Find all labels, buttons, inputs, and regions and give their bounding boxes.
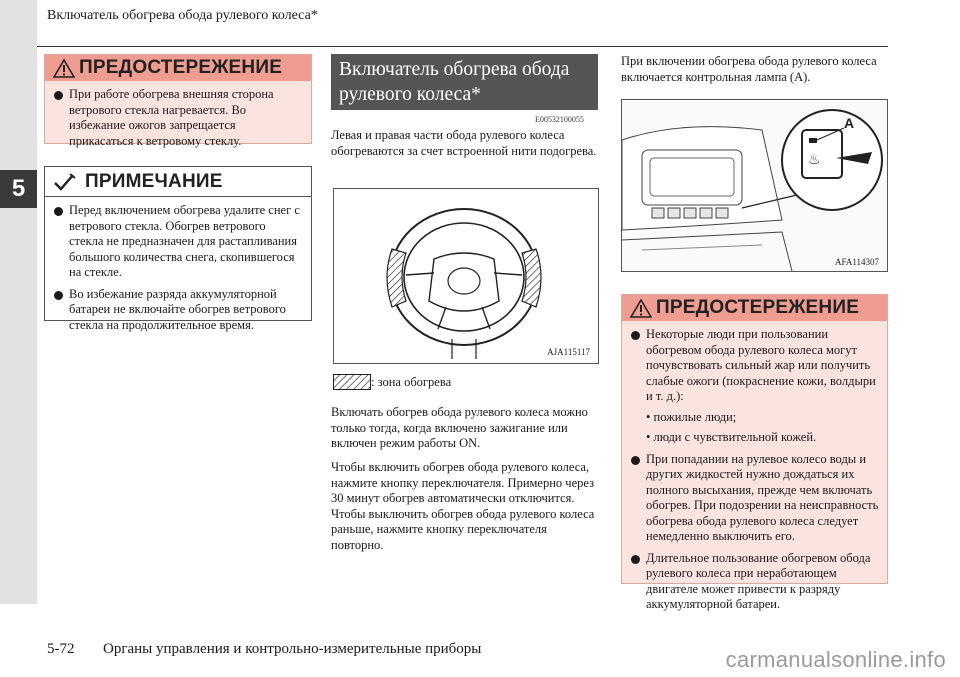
hatch-legend-swatch [333, 374, 371, 390]
steering-wheel-illustration [334, 189, 598, 363]
bullet-icon [631, 456, 640, 465]
pencil-check-icon [53, 172, 79, 192]
paragraph-ignition: Включать обогрев обода рулевого колеса можно только тогда, когда включено зажигание или включен режим работы ON. [331, 405, 588, 450]
switch-figure [621, 99, 888, 272]
figure-code: AFA114307 [834, 257, 879, 267]
svg-text:♨: ♨ [808, 152, 821, 168]
section-code: E00532100055 [535, 115, 584, 124]
warning-item: Длительное пользование обогревом обода рулевого колеса при неработающем двигателе может привести к разряду аккумуляторной батареи. [630, 551, 879, 613]
warning-item: При работе обогрева внешняя сторона ветрового стекла нагревается. Во избежание ожогов запрещается прикасаться к ветровому стеклу. [53, 87, 303, 149]
figure-code: AJA115117 [547, 347, 590, 357]
bullet-icon [54, 291, 63, 300]
chapter-tab: 5 [0, 170, 37, 208]
note-item: Перед включением обогрева удалите снег с ветрового стекла. Обогрев ветрового стекла не предназначен для растапливания большого количества снега, скопившегося на стекле. [53, 203, 303, 281]
warning-item: Некоторые люди при пользовании обогревом обода рулевого колеса могут почувствовать сильный жар или получить слабые ожоги (покраснение кожи, волдыри и т. д.): • пожилые люди; • люди с чувствительной кожей. [630, 327, 879, 446]
warning-triangle-icon [53, 59, 75, 78]
header-divider [37, 46, 888, 47]
warning-item: При попадании на рулевое колесо воды и других жидкостей нужно дождаться их полного высыхания, прежде чем включать обогрев. При подозрении на неисправность обогрева обода рулевого колеса следует немедленно выключить его. [630, 452, 879, 545]
page-header-title: Включатель обогрева обода рулевого колеса* [47, 8, 318, 23]
indicator-intro: При включении обогрева обода рулевого колеса включается контрольная лампа (A). [621, 54, 877, 84]
warning-header [622, 295, 887, 321]
note-item: Во избежание разряда аккумуляторной батареи не включайте обогрев ветрового стекла на продолжительное время. [53, 287, 303, 334]
warning-title: ПРЕДОСТЕРЕЖЕНИЕ [79, 57, 283, 78]
warning-box-1 [44, 54, 312, 148]
warning-header [45, 55, 311, 81]
callout-a: A [844, 115, 855, 131]
page-number: 5-72 [47, 641, 75, 657]
watermark: carmanualsonline.info [725, 647, 946, 672]
warning-subitem: • пожилые люди; [646, 409, 737, 424]
bullet-icon [54, 91, 63, 100]
warning-triangle-icon [630, 299, 652, 318]
warning-box-2 [621, 294, 888, 611]
bullet-icon [631, 555, 640, 564]
bullet-icon [54, 207, 63, 216]
section-title: Включатель обогрева обода рулевого колеса* [331, 54, 598, 110]
sidebar [0, 0, 37, 604]
warning-title: ПРЕДОСТЕРЕЖЕНИЕ [656, 297, 860, 318]
paragraph-operation: Чтобы включить обогрев обода рулевого колеса, нажмите кнопку переключателя. Примерно через 30 минут обогрев автоматически отключится. Чтобы выключить обогрев обода рулевого колеса раньше, нажмите кнопку переключателя повторно. [331, 460, 595, 552]
steering-wheel-figure [333, 188, 599, 364]
bullet-icon [631, 331, 640, 340]
footer-section-title: Органы управления и контрольно-измерительные приборы [103, 641, 482, 657]
note-box [44, 166, 312, 332]
section-intro: Левая и правая части обода рулевого колеса обогреваются за счет встроенной нити подогрева. [331, 128, 597, 158]
legend-text: : зона обогрева [371, 375, 452, 389]
note-title: ПРИМЕЧАНИЕ [85, 170, 223, 192]
note-header [45, 167, 311, 197]
warning-subitem: • люди с чувствительной кожей. [646, 430, 817, 444]
